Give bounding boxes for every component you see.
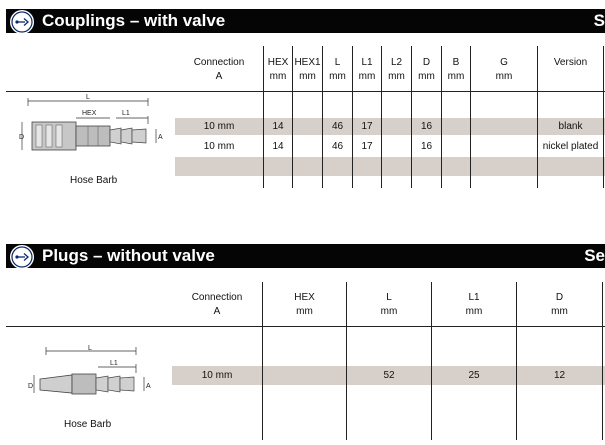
col-header-g: G mm	[495, 57, 513, 82]
dim-label-a: A	[158, 134, 163, 141]
coupling-logo-icon	[10, 10, 34, 34]
plug-technical-drawing	[28, 345, 158, 405]
cell-l1: 25	[468, 370, 480, 381]
dim-label-a: A	[146, 383, 151, 390]
col-header-l1: L1 mm	[465, 292, 483, 317]
drawing-caption: Hose Barb	[64, 419, 112, 430]
cell-version: nickel plated	[542, 141, 599, 152]
section-title: Couplings – with valve	[42, 11, 226, 30]
table-row-band	[175, 157, 605, 176]
cell-connection: 10 mm	[203, 141, 235, 152]
col-header-d: D mm	[551, 292, 568, 317]
table-rule-top	[6, 91, 605, 92]
coupling-logo-icon	[10, 245, 34, 269]
section-header-plugs	[6, 244, 605, 268]
section-code: S	[593, 11, 605, 30]
dim-label-l1: L1	[110, 360, 118, 367]
cell-d: 12	[553, 370, 566, 381]
col-header-hex1: HEX1 mm	[294, 57, 321, 82]
cell-l1: 17	[361, 121, 373, 132]
dim-label-l1: L1	[122, 110, 130, 117]
cell-connection: 10 mm	[201, 370, 233, 381]
col-header-version: Version	[553, 57, 588, 68]
cell-l1: 17	[361, 141, 373, 152]
col-header-connection: Connection A	[191, 292, 243, 317]
cell-hex: 14	[272, 121, 284, 132]
col-divider	[603, 46, 604, 188]
dim-label-l: L	[86, 94, 90, 101]
col-divider	[602, 282, 603, 440]
col-header-hex: HEX mm	[294, 292, 315, 317]
dim-label-hex: HEX	[82, 110, 97, 117]
col-header-hex: HEX mm	[267, 57, 289, 82]
dim-label-l: L	[88, 345, 92, 352]
col-header-b: B mm	[447, 57, 465, 82]
section-code: Se	[584, 246, 605, 265]
col-header-l: L mm	[380, 292, 398, 317]
dim-label-d: D	[28, 383, 34, 390]
cell-l: 46	[331, 121, 344, 132]
section-header-couplings	[6, 9, 605, 33]
col-header-l1: L1 mm	[358, 57, 376, 82]
cell-version: blank	[558, 121, 583, 132]
col-header-l: L mm	[329, 57, 346, 82]
drawing-caption: Hose Barb	[70, 175, 118, 186]
cell-d: 16	[420, 121, 433, 132]
dim-label-d: D	[19, 134, 25, 141]
cell-connection: 10 mm	[203, 121, 235, 132]
cell-d: 16	[420, 141, 433, 152]
section-title: Plugs – without valve	[42, 246, 215, 265]
col-header-l2: L2 mm	[388, 57, 405, 82]
cell-hex: 14	[272, 141, 284, 152]
cell-l: 46	[331, 141, 344, 152]
col-header-d: D mm	[418, 57, 435, 82]
cell-l: 52	[383, 370, 395, 381]
col-header-connection: Connection A	[193, 57, 245, 82]
coupling-technical-drawing	[18, 92, 168, 162]
